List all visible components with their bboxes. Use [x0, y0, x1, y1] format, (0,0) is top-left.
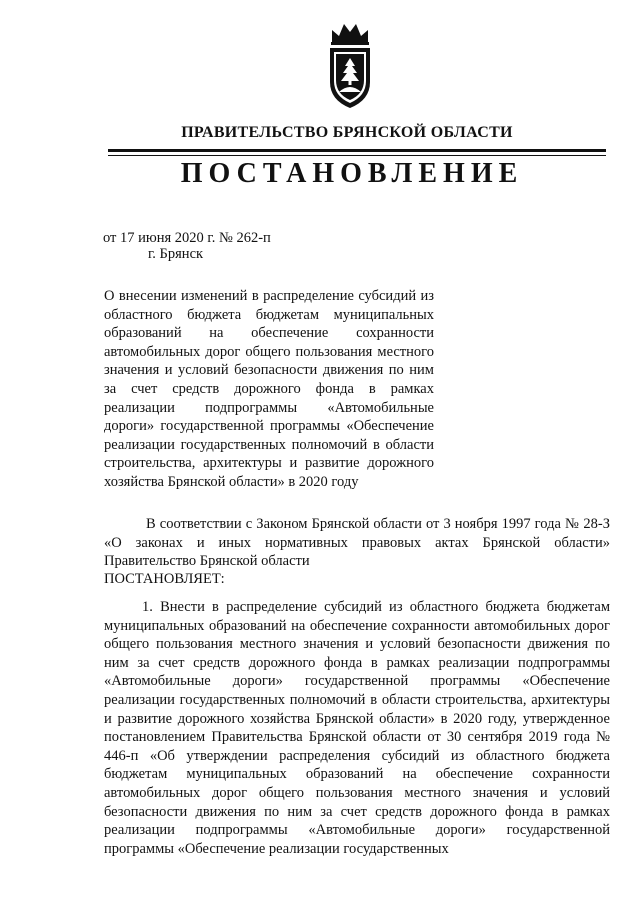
preamble-paragraph: В соответствии с Законом Брянской области от 3 ноября 1997 года № 28-З «О законах и иных нормативных правовых актах Брянской области» Правительство Брянской области [104, 516, 610, 570]
header-rule-thin [108, 155, 606, 156]
decree-word: ПОСТАНОВЛЯЕТ: [104, 571, 225, 587]
organization-name: ПРАВИТЕЛЬСТВО БРЯНСКОЙ ОБЛАСТИ [181, 124, 513, 141]
header-rule-thick [108, 149, 606, 152]
document-type: ПОСТАНОВЛЕНИЕ [180, 158, 524, 189]
item-1-paragraph: 1. Внести в распределение субсидий из областного бюджета бюджетам муниципальных образований на обеспечение сохранности автомобильных дорог общего пользования местного значения и условий безопасности движения по ним за счет средств дорожного фонда в рамках реализации подпрограммы «Автомобильные дороги» государственной программы «Обеспечение реализации государственных полномочий в области строительства, архитектуры и развитие дорожного хозяйства Брянской области» в 2020 году, утвержденное постановлением Правительства Брянской области от 30 сентября 2019 года № 446-п «Об утверждении распределения субсидий из областного бюджета бюджетам муниципальных образований на обеспечение сохранности автомобильных дорог общего пользования местного значения и условий безопасности движения по ним за счет средств дорожного фонда в рамках реализации подпрограммы «Автомобильные дороги» государственной программы «Обеспечение реализации государственных [104, 599, 610, 857]
bryansk-coat-of-arms-icon [322, 20, 378, 110]
document-date-number: от 17 июня 2020 г. № 262-п [103, 230, 271, 246]
document-city: г. Брянск [148, 246, 204, 262]
document-subject: О внесении изменений в распределение субсидий из областного бюджета бюджетам муниципальных образований на обеспечение сохранности автомобильных дорог общего пользования местного значения и условий безопасности движения по ним за счет средств дорожного фонда в рамках реализации подпрограммы «Автомобильные дороги» государственной программы «Обеспечение реализации государственных полномочий в области строительства, архитектуры и развитие дорожного хозяйства Брянской области» в 2020 году [104, 288, 434, 490]
